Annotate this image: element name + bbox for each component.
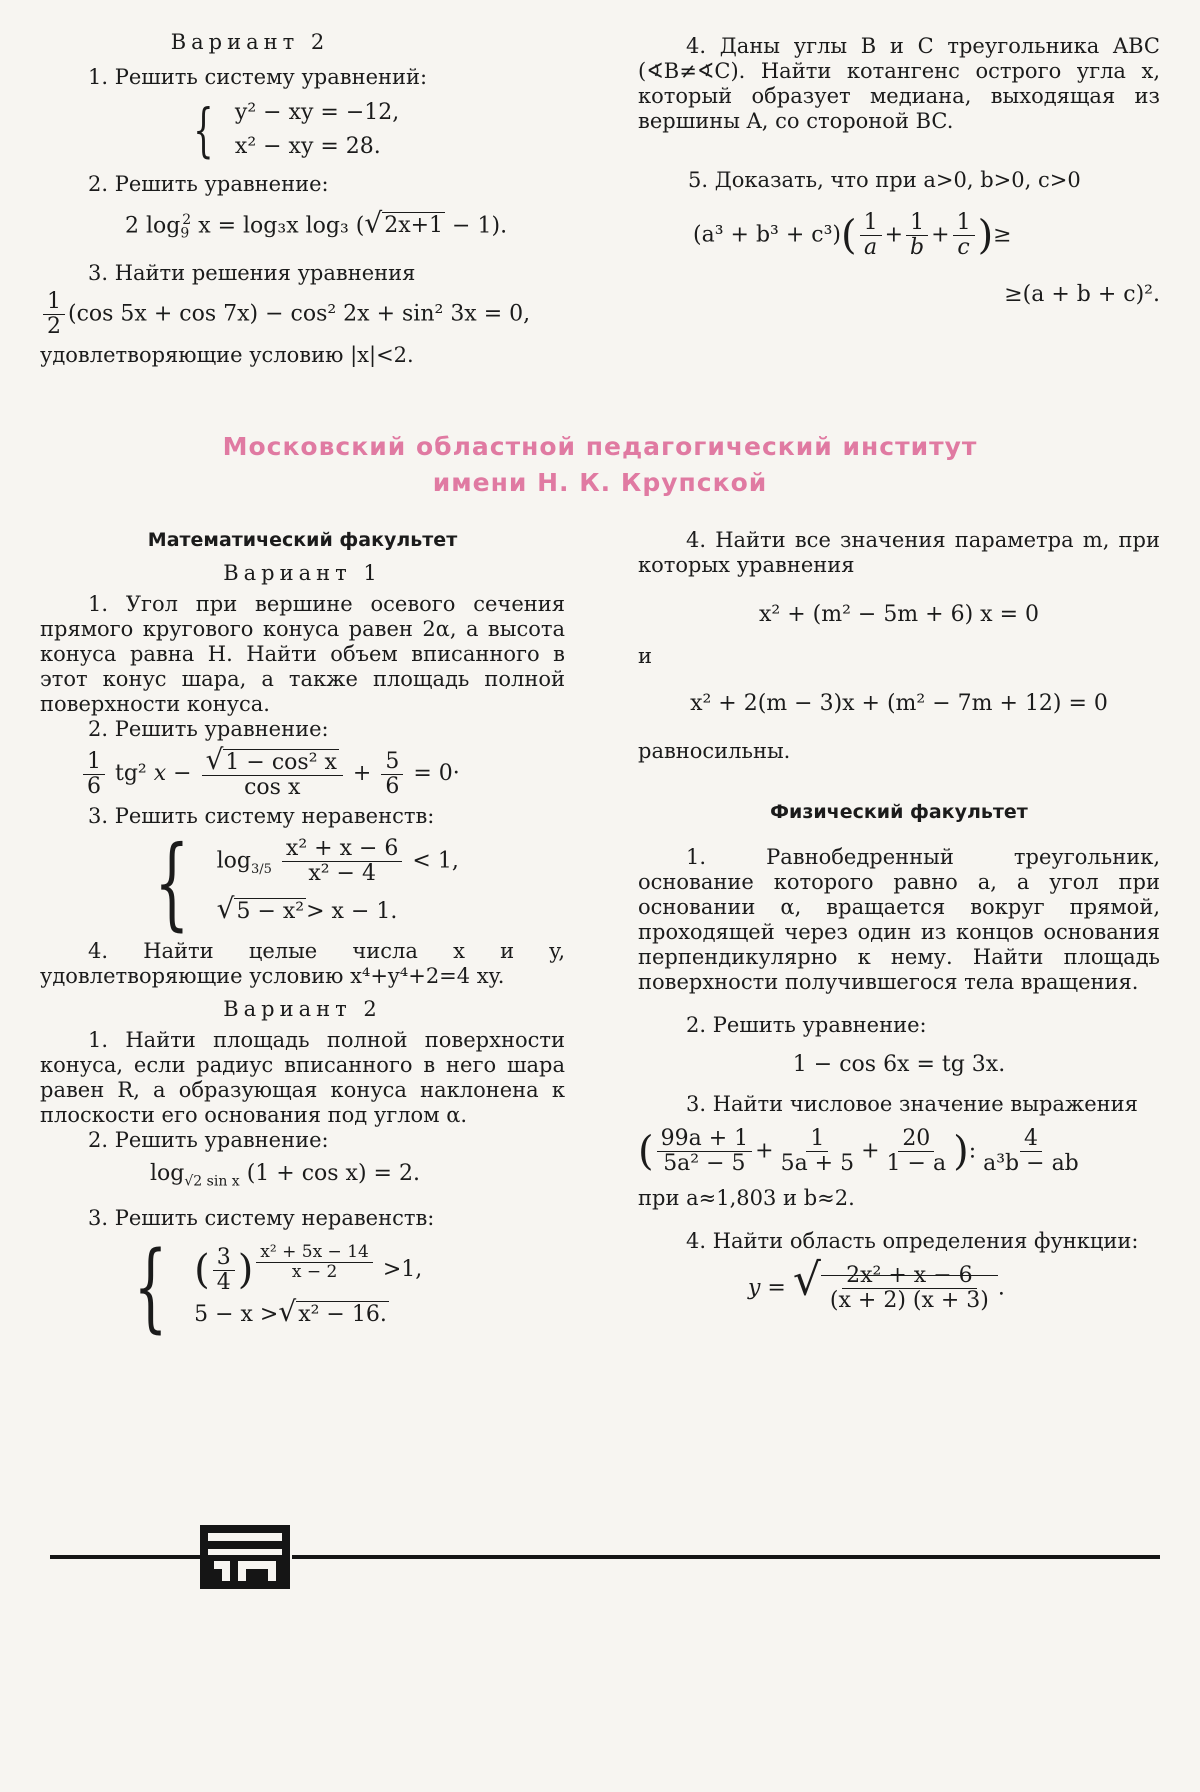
equivalent-word: равносильны.: [638, 739, 791, 763]
m-problem-4-eq2: x² + 2(m − 3)x + (m² − 7m + 12) = 0: [690, 691, 1108, 716]
v1-problem-4: 4. Найти целые числа x и y, удовлетворяющие условию x⁴+y⁴+2=4 xy.: [40, 939, 565, 988]
institute-heading-line-1: Московский областной педагогический институт: [222, 432, 978, 461]
variant-2-title: Вариант 2: [223, 997, 382, 1021]
ph-problem-4-function: y = √ $\frac{\text{2x² + x − 6}}{(x + 2) (x + 3)}$ .: [748, 1254, 1005, 1313]
ph-problem-3: 3. Найти числовое значение выражения: [686, 1092, 1138, 1116]
v2-problem-3: 3. Решить систему неравенств:: [88, 1206, 435, 1231]
math-faculty-title: Математический факультет: [147, 529, 458, 551]
problem-3-equation: $\frac{1}{2}$ (cos 5x + cos 7x) − cos² 2x + sin² 3x = 0,: [40, 290, 585, 339]
ph-problem-2-eq: 1 − cos 6x = tg 3x.: [792, 1052, 1006, 1077]
ph-problem-4: 4. Найти область определения функции:: [686, 1229, 1139, 1253]
institute-heading-line-2: имени Н. К. Крупской: [432, 468, 768, 497]
problem-5-inequality: (a³ + b³ + c³)( $\frac{1}{a}$ + $\frac{1}{b}$ + $\frac{1}{c}$ )≥: [693, 210, 1012, 260]
v1-problem-2-equation: $\frac{1}{6}$ tg² x − $\frac{\text{√1 − cos² x}}{\text{cos x}}$ + $\frac{5}{6}$ = 0·: [80, 748, 565, 800]
problem-5-text: 5. Доказать, что при a>0, b>0, c>0: [688, 168, 1081, 192]
v2-problem-3-system: { ( $\frac{3}{4}$ ) $^{\frac{\text{x² + 5x − 14}}{x - 2}}$ >1, 5 − x >√x² − 16.: [133, 1231, 423, 1344]
variant-title: Вариант 2: [170, 30, 330, 54]
and-word: и: [638, 644, 652, 668]
v2-problem-1: 1. Найти площадь полной поверхности конуса, если радиус вписанного в него шара равен R, а образующая конуса наклонена к плоскости его основания под углом α.: [40, 1028, 565, 1127]
ph-problem-3-expression: ( $\frac{99a + 1}{\text{5a² − 5}}$ + $\frac{1}{5a + 5}$ + $\frac{20}{1 - a}$ ): $\frac{4}{\text{a³b − ab}}$: [638, 1126, 1079, 1176]
publisher-logo-icon: [200, 1525, 290, 1589]
math-faculty-column: [40, 528, 565, 1344]
footer-rule-left: [50, 1555, 200, 1559]
v2-problem-2-equation: $\log_{√2 sin x} (1 + \cos x) = 2$.: [150, 1161, 420, 1190]
top-left-column: [40, 30, 585, 368]
v1-problem-3: 3. Решить систему неравенств:: [88, 804, 435, 828]
problem-2-equation: 2 $\log_9^2 x = \log_3x$ log₃ (√2x+1 − 1).: [125, 206, 508, 242]
v1-problem-3-system: { $\log_{3/5}$ $\frac{\text{x² + x − 6}}{\text{x² − 4}}$ < 1, √5 − x²> x − 1.: [154, 824, 459, 941]
system-brace: {: [133, 1231, 168, 1344]
ph-problem-1: 1. Равнобедренный треугольник, основание которого равно a, а угол при основании α, вращается вокруг прямой, проходящей через один из концов основания перпендикулярно к нему. Найти площадь поверхности получившегося тела вращения.: [638, 845, 1160, 994]
ph-problem-3-condition: при a≈1,803 и b≈2.: [638, 1186, 855, 1210]
physics-faculty-title: Физический факультет: [770, 801, 1028, 823]
problem-1-text: 1. Решить систему уравнений:: [88, 65, 428, 89]
v2-problem-2: 2. Решить уравнение:: [88, 1128, 329, 1152]
v1-problem-2: 2. Решить уравнение:: [88, 717, 329, 741]
problem-2-text: 2. Решить уравнение:: [88, 172, 329, 196]
system-brace: {: [154, 824, 190, 941]
m-problem-4: 4. Найти все значения параметра m, при которых уравнения: [638, 528, 1160, 577]
ph-problem-2: 2. Решить уравнение:: [686, 1013, 927, 1037]
system-eq-1: y² − xy = −12,: [234, 100, 400, 125]
v1-problem-1: 1. Угол при вершине осевого сечения прямого кругового конуса равен 2α, а высота конуса равна H. Найти объем вписанного в этот конус шара, а также площадь полной поверхности конуса.: [40, 592, 565, 716]
right-lower-column: [638, 528, 1160, 1313]
m-problem-4-eq1: x² + (m² − 5m + 6) x = 0: [758, 602, 1039, 627]
system-eq-2: x² − xy = 28.: [234, 134, 381, 159]
system-brace: {: [193, 96, 214, 164]
problem-5-rhs: ≥(a + b + c)².: [1004, 282, 1160, 307]
problem-3-condition: удовлетворяющие условию |x|<2.: [40, 342, 414, 367]
top-right-column: [638, 34, 1160, 310]
problem-1-system: [185, 96, 585, 164]
problem-3-text: 3. Найти решения уравнения: [88, 260, 416, 285]
footer-rule-right: [292, 1555, 1160, 1559]
variant-1-title: Вариант 1: [223, 561, 382, 585]
problem-4-text: 4. Даны углы B и C треугольника ABC (∢B≠∢C). Найти котангенс острого угла x, который образует медиана, выходящая из вершины A, со стороной BC.: [638, 34, 1160, 133]
